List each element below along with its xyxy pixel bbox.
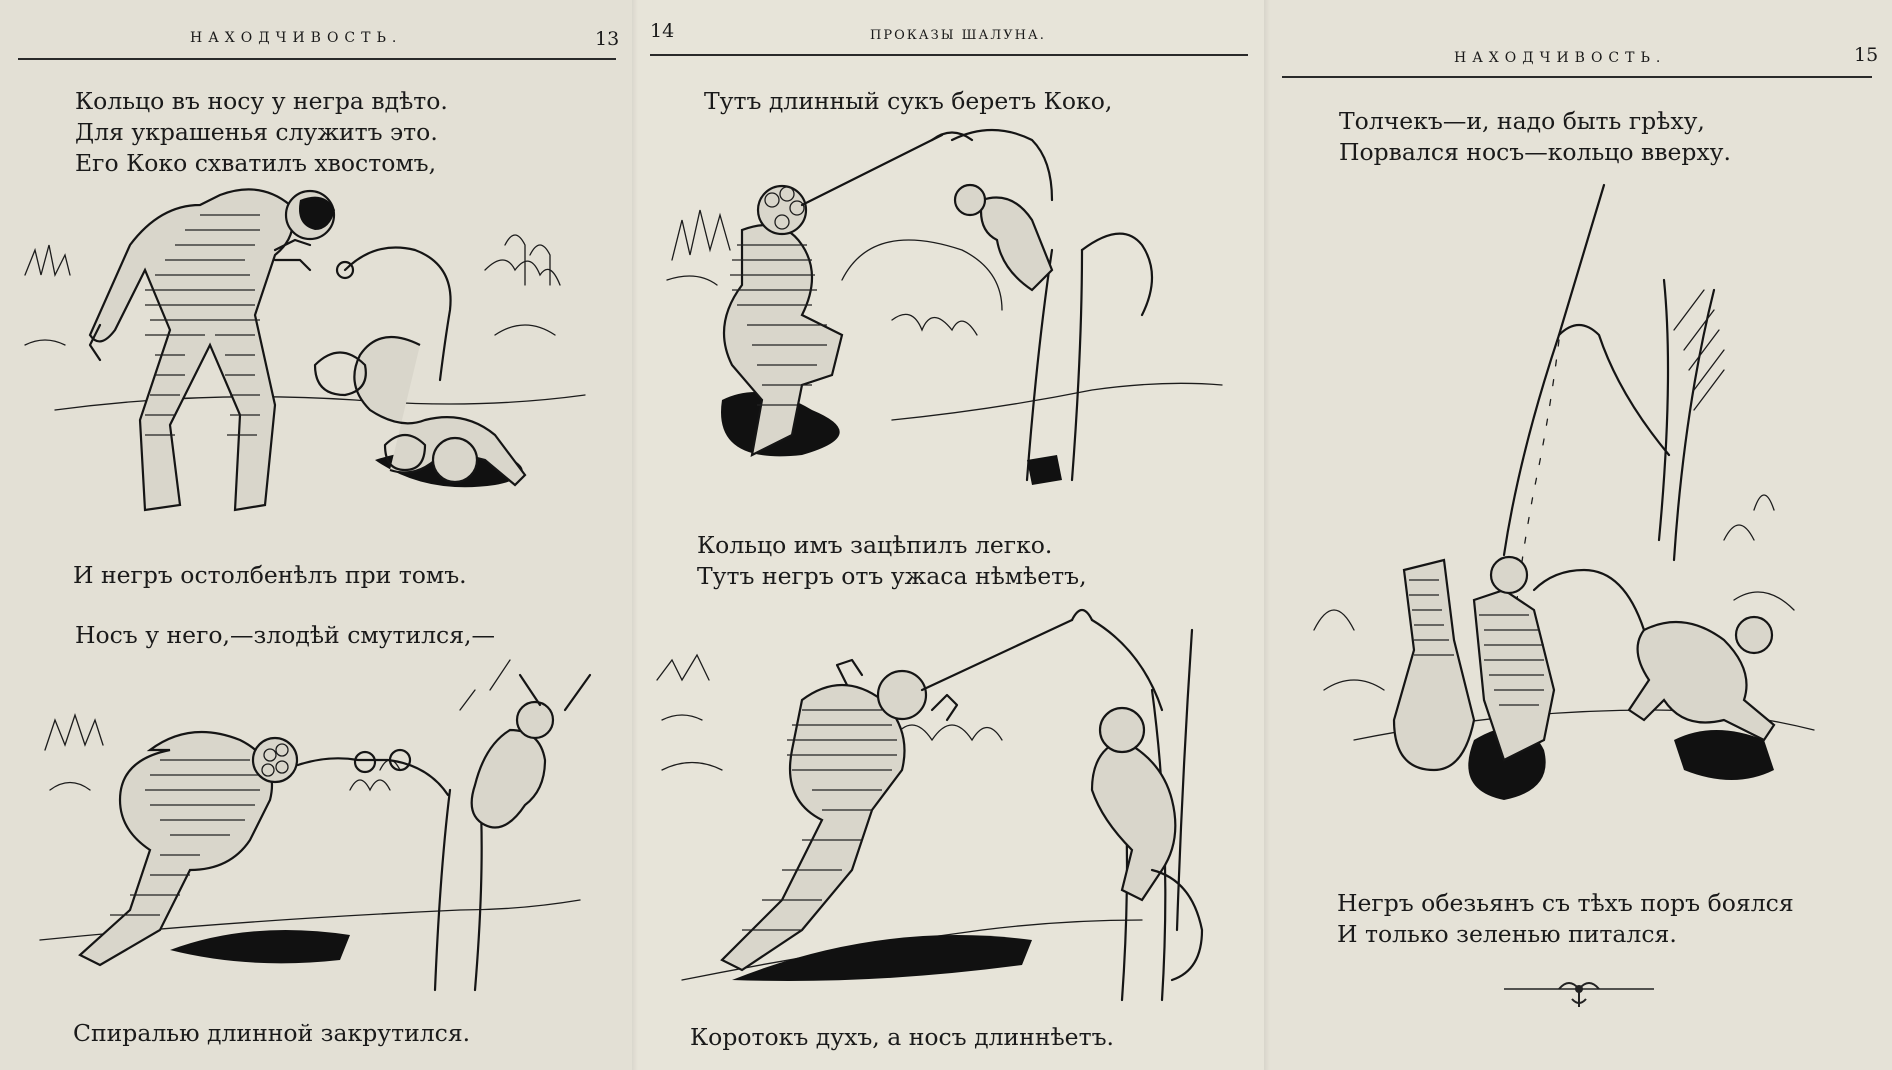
verse-line: Порвался носъ—кольцо вверху. [1339, 138, 1731, 166]
illustration-branch-hook [662, 130, 1232, 510]
verse-line: И только зеленью питался. [1337, 920, 1677, 948]
verse-line: Толчекъ—и, надо быть грѣху, [1339, 107, 1705, 135]
verse-bottom [73, 1018, 470, 1049]
verse-top [704, 86, 1112, 117]
illustration-nose-torn [1294, 180, 1874, 880]
verse-line: Тутъ негръ отъ ужаса нѣмѣетъ, [697, 562, 1087, 590]
verse-mid [697, 530, 1087, 592]
page-fold [1264, 0, 1270, 1070]
verse-top [1339, 106, 1731, 168]
verse-line: Спиралью длинной закрутился. [73, 1019, 471, 1047]
page-fold [632, 0, 638, 1070]
verse-top [75, 86, 448, 179]
verse-line: И негръ остолбенѣлъ при томъ. [73, 561, 467, 589]
page-number: 14 [650, 20, 675, 42]
page-number: 15 [1854, 44, 1879, 66]
verse-mid-2 [75, 620, 495, 651]
running-head: НАХОДЧИВОСТЬ. [1454, 50, 1667, 66]
page-15 [1264, 0, 1892, 1070]
ornament-divider [1504, 975, 1654, 1015]
verse-bottom [690, 1022, 1114, 1053]
illustration-nose-spiral [20, 670, 610, 1010]
verse-line: Негръ обезьянъ съ тѣхъ поръ боялся [1337, 889, 1794, 917]
verse-line: Коротокъ духъ, а носъ длиннѣетъ. [690, 1023, 1114, 1051]
verse-line: Кольцо имъ зацѣпилъ легко. [697, 531, 1053, 559]
verse-mid [73, 560, 467, 591]
verse-line: Для украшенья служитъ это. [75, 118, 438, 146]
verse-bottom [1337, 888, 1794, 950]
verse-line: Его Коко схватилъ хвостомъ, [75, 149, 437, 177]
verse-line: Кольцо въ носу у негра вдѣто. [75, 87, 448, 115]
page-14 [632, 0, 1264, 1070]
header-rule [650, 54, 1248, 56]
illustration-nose-stretch [652, 610, 1242, 1010]
running-head: ПРОКАЗЫ ШАЛУНА. [870, 28, 1046, 43]
header-rule [18, 58, 616, 60]
page-13 [0, 0, 632, 1070]
running-head: НАХОДЧИВОСТЬ. [190, 30, 403, 46]
page-number: 13 [595, 28, 620, 50]
verse-line: Носъ у него,—злодѣй смутился,— [75, 621, 496, 649]
verse-line: Тутъ длинный сукъ беретъ Коко, [704, 87, 1113, 115]
illustration-ring-grab [15, 185, 605, 545]
header-rule [1282, 76, 1872, 78]
